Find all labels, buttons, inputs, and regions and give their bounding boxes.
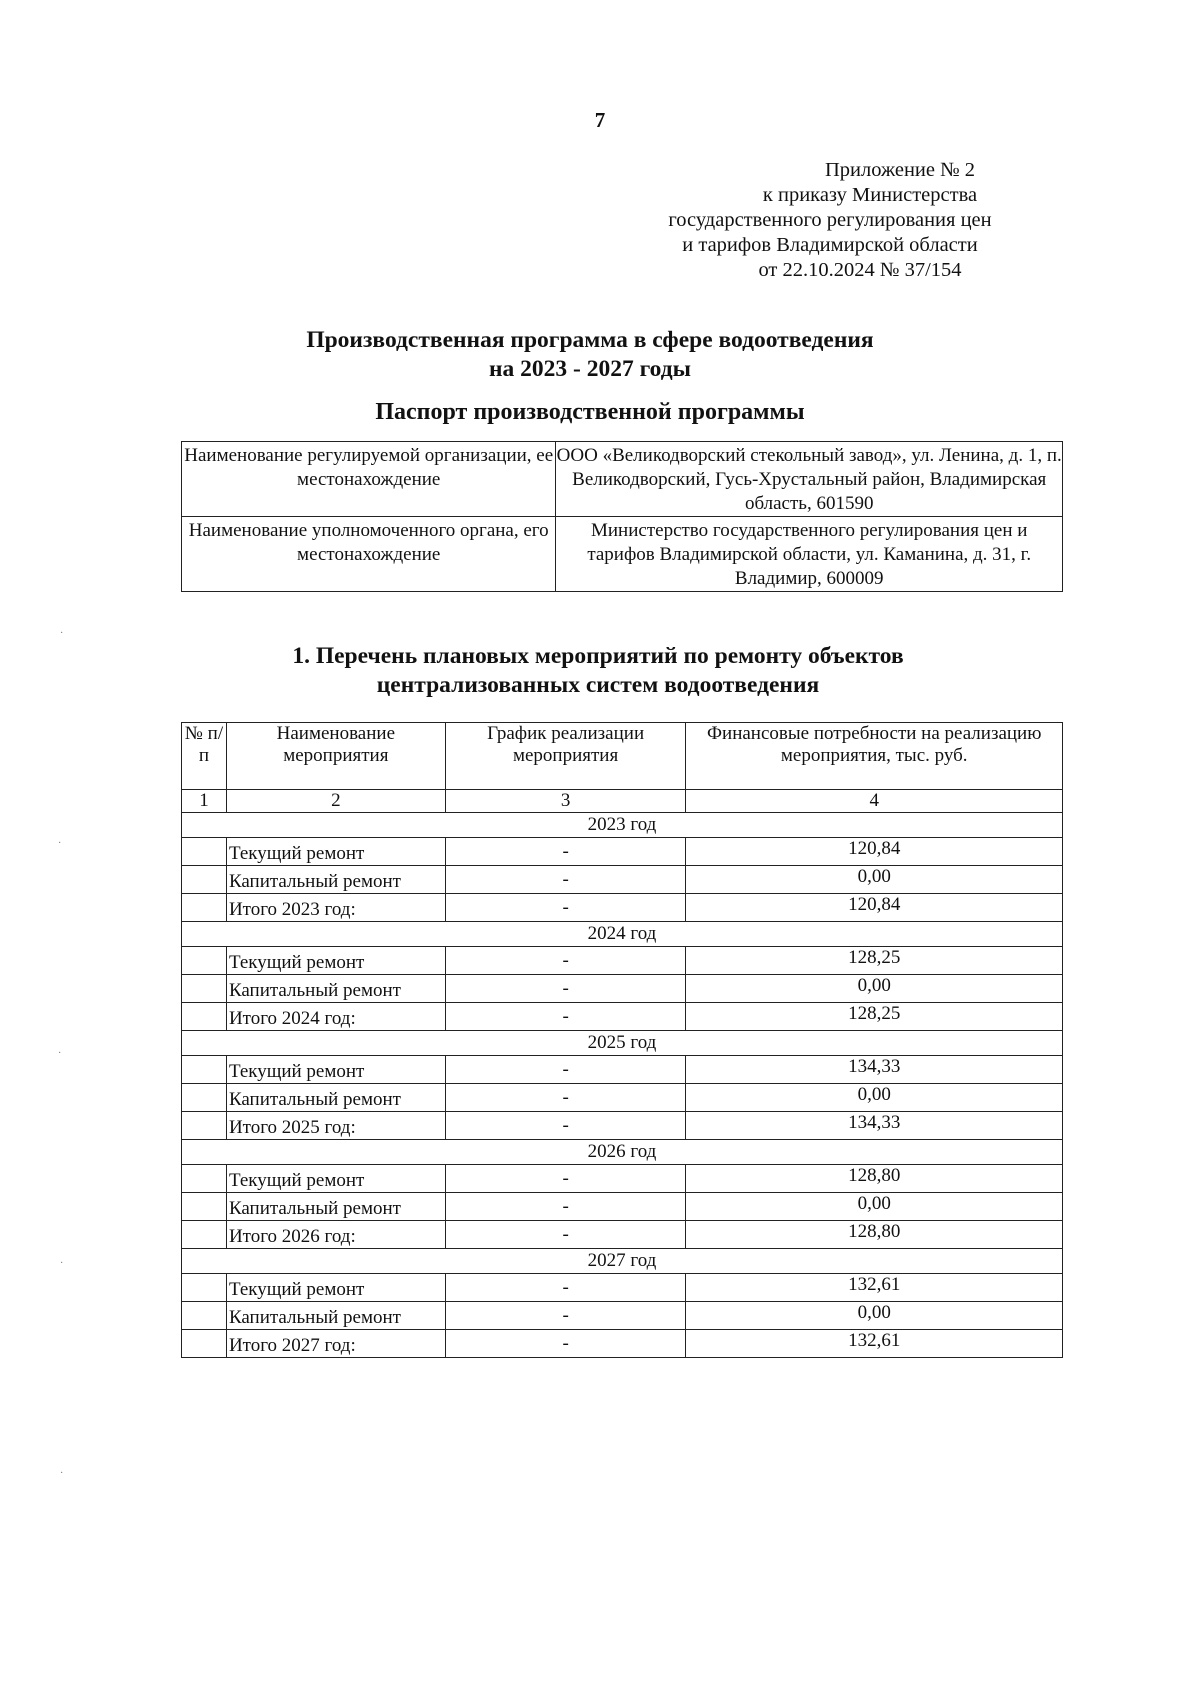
column-number: 1 xyxy=(182,790,227,813)
table-row xyxy=(182,947,1063,975)
measure-name: Текущий ремонт xyxy=(226,947,445,975)
year-row xyxy=(182,922,1063,947)
measure-schedule: - xyxy=(445,1274,686,1302)
row-number-cell xyxy=(182,894,227,922)
measure-name: Итого 2023 год: xyxy=(226,894,445,922)
scan-speck: · xyxy=(58,1048,62,1059)
measure-schedule: - xyxy=(445,975,686,1003)
measures-table xyxy=(181,722,1063,1358)
table-row xyxy=(182,1165,1063,1193)
document-title xyxy=(0,326,1190,384)
table-row xyxy=(182,866,1063,894)
measure-amount: 134,33 xyxy=(686,1056,1063,1084)
measure-schedule: - xyxy=(445,1112,686,1140)
row-number-cell xyxy=(182,947,227,975)
measure-schedule: - xyxy=(445,947,686,975)
scan-speck: · xyxy=(60,1258,64,1269)
appendix-line: от 22.10.2024 № 37/154 xyxy=(758,259,962,281)
measure-schedule: - xyxy=(445,1165,686,1193)
measure-name: Капитальный ремонт xyxy=(226,866,445,894)
row-number-cell xyxy=(182,1302,227,1330)
column-header: Наименование мероприятия xyxy=(226,723,445,790)
measure-schedule: - xyxy=(445,1084,686,1112)
year-label: 2023 год xyxy=(182,813,1063,838)
year-row xyxy=(182,1140,1063,1165)
row-number-cell xyxy=(182,1221,227,1249)
row-number-cell xyxy=(182,1003,227,1031)
passport-table xyxy=(181,441,1063,592)
section-heading-line-1: 1. Перечень плановых мероприятий по ремонту объектов xyxy=(292,643,904,669)
appendix-line: к приказу Министерства xyxy=(762,184,978,206)
table-row xyxy=(182,1221,1063,1249)
table-row xyxy=(182,975,1063,1003)
table-row xyxy=(182,1056,1063,1084)
measure-amount: 134,33 xyxy=(686,1112,1063,1140)
measure-amount: 120,84 xyxy=(686,838,1063,866)
scan-speck: · xyxy=(60,1468,64,1479)
measure-schedule: - xyxy=(445,1330,686,1358)
table-row xyxy=(182,1084,1063,1112)
year-label: 2025 год xyxy=(182,1031,1063,1056)
measure-name: Текущий ремонт xyxy=(226,1056,445,1084)
row-number-cell xyxy=(182,1112,227,1140)
title-line-2: на 2023 - 2027 годы xyxy=(488,356,691,382)
section-heading xyxy=(0,642,1198,700)
row-number-cell xyxy=(182,838,227,866)
measure-schedule: - xyxy=(445,1003,686,1031)
measure-name: Капитальный ремонт xyxy=(226,1084,445,1112)
passport-row-authority xyxy=(182,517,1063,592)
year-row xyxy=(182,1031,1063,1056)
table-row xyxy=(182,1112,1063,1140)
measure-schedule: - xyxy=(445,1056,686,1084)
year-label: 2027 год xyxy=(182,1249,1063,1274)
table-row xyxy=(182,894,1063,922)
row-number-cell xyxy=(182,1330,227,1358)
measure-name: Итого 2026 год: xyxy=(226,1221,445,1249)
page-number: 7 xyxy=(594,108,606,132)
passport-value: ООО «Великодворский стекольный завод», ул. Ленина, д. 1, п. Великодворский, Гусь-Хрустальный район, Владимирская область, 601590 xyxy=(556,442,1063,517)
row-number-cell xyxy=(182,1056,227,1084)
passport-row-organization xyxy=(182,442,1063,517)
year-label: 2024 год xyxy=(182,922,1063,947)
section-heading-line-2: централизованных систем водоотведения xyxy=(376,672,820,698)
scan-speck: · xyxy=(60,628,64,639)
measure-name: Капитальный ремонт xyxy=(226,975,445,1003)
passport-value: Министерство государственного регулирования цен и тарифов Владимирской области, ул. Каманина, д. 31, г. Владимир, 600009 xyxy=(556,517,1063,592)
year-label: 2026 год xyxy=(182,1140,1063,1165)
table-row xyxy=(182,1193,1063,1221)
measure-schedule: - xyxy=(445,894,686,922)
measure-amount: 128,80 xyxy=(686,1221,1063,1249)
measure-amount: 120,84 xyxy=(686,894,1063,922)
row-number-cell xyxy=(182,1084,227,1112)
table-row xyxy=(182,1330,1063,1358)
table-row xyxy=(182,1274,1063,1302)
appendix-line: государственного регулирования цен xyxy=(668,209,992,231)
row-number-cell xyxy=(182,866,227,894)
column-number: 4 xyxy=(686,790,1063,813)
row-number-cell xyxy=(182,975,227,1003)
appendix-line: и тарифов Владимирской области xyxy=(682,234,978,256)
measure-name: Итого 2027 год: xyxy=(226,1330,445,1358)
measure-amount: 132,61 xyxy=(686,1330,1063,1358)
measure-schedule: - xyxy=(445,1302,686,1330)
year-row xyxy=(182,813,1063,838)
measure-name: Текущий ремонт xyxy=(226,1165,445,1193)
table-header-row xyxy=(182,723,1063,790)
row-number-cell xyxy=(182,1165,227,1193)
column-header: График реализации мероприятия xyxy=(445,723,686,790)
column-header: № п/п xyxy=(182,723,227,790)
table-row xyxy=(182,1302,1063,1330)
column-number-row xyxy=(182,790,1063,813)
row-number-cell xyxy=(182,1274,227,1302)
column-header: Финансовые потребности на реализацию мероприятия, тыс. руб. xyxy=(686,723,1063,790)
row-number-cell xyxy=(182,1193,227,1221)
measure-schedule: - xyxy=(445,838,686,866)
year-row xyxy=(182,1249,1063,1274)
measure-amount: 128,25 xyxy=(686,1003,1063,1031)
measure-amount: 0,00 xyxy=(686,1193,1063,1221)
measure-schedule: - xyxy=(445,1193,686,1221)
appendix-line: Приложение № 2 xyxy=(824,159,976,181)
measure-amount: 0,00 xyxy=(686,1084,1063,1112)
measure-amount: 128,25 xyxy=(686,947,1063,975)
appendix-reference xyxy=(610,158,1050,283)
measure-amount: 0,00 xyxy=(686,1302,1063,1330)
column-number: 3 xyxy=(445,790,686,813)
measure-name: Капитальный ремонт xyxy=(226,1302,445,1330)
measure-name: Текущий ремонт xyxy=(226,838,445,866)
title-line-1: Производственная программа в сфере водоотведения xyxy=(306,327,874,353)
passport-label: Наименование уполномоченного органа, его местонахождение xyxy=(182,517,556,592)
measure-schedule: - xyxy=(445,866,686,894)
passport-label: Наименование регулируемой организации, ее местонахождение xyxy=(182,442,556,517)
measure-name: Итого 2025 год: xyxy=(226,1112,445,1140)
measure-name: Капитальный ремонт xyxy=(226,1193,445,1221)
measure-amount: 128,80 xyxy=(686,1165,1063,1193)
table-row xyxy=(182,838,1063,866)
measure-amount: 0,00 xyxy=(686,975,1063,1003)
measure-schedule: - xyxy=(445,1221,686,1249)
measure-name: Текущий ремонт xyxy=(226,1274,445,1302)
scan-speck: · xyxy=(58,838,62,849)
measure-amount: 0,00 xyxy=(686,866,1063,894)
column-number: 2 xyxy=(226,790,445,813)
passport-heading: Паспорт производственной программы xyxy=(375,399,805,425)
measure-name: Итого 2024 год: xyxy=(226,1003,445,1031)
table-row xyxy=(182,1003,1063,1031)
measure-amount: 132,61 xyxy=(686,1274,1063,1302)
